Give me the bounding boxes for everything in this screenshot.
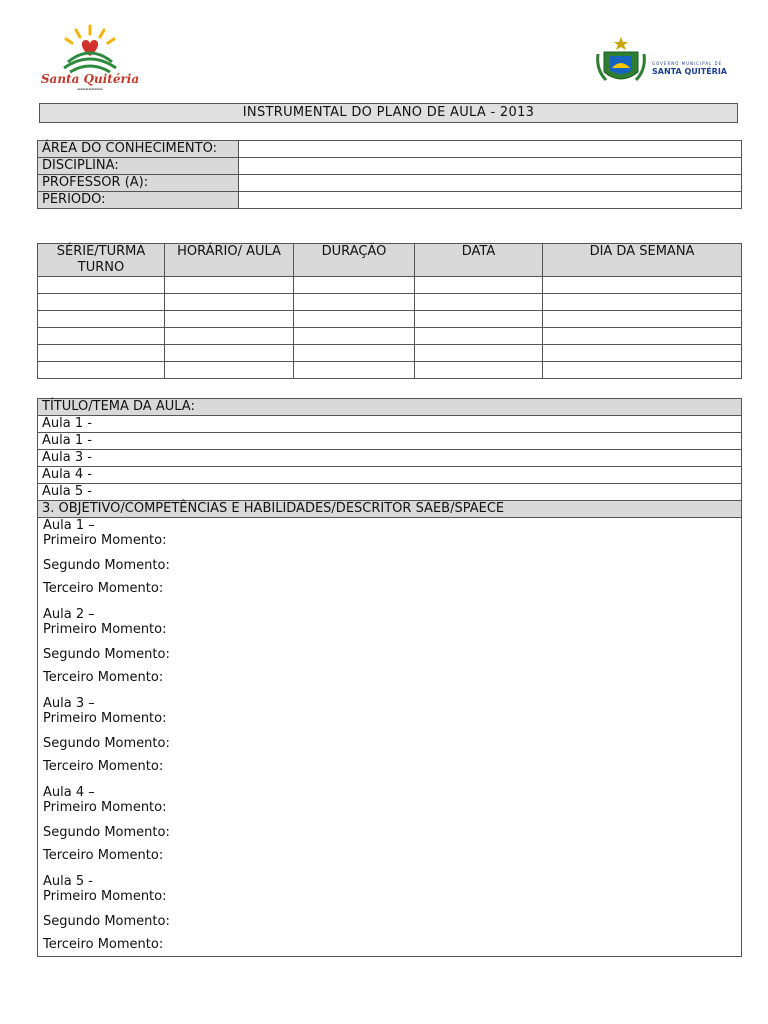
terceiro-momento: Terceiro Momento: (43, 848, 164, 863)
aula-title-row[interactable]: Aula 1 - (38, 416, 742, 433)
cell[interactable] (165, 311, 294, 328)
schedule-table (37, 243, 742, 379)
cell[interactable] (294, 277, 415, 294)
schedule-row (38, 311, 742, 328)
logo-tagline: ▬▬▬▬▬▬▬▬▬ (77, 87, 103, 91)
teacher-info-table (37, 140, 742, 209)
periodo-value-field[interactable] (239, 192, 742, 209)
objetivo-aula-heading: Aula 5 - (43, 874, 93, 889)
professor-label: PROFESSOR (A): (38, 175, 239, 192)
cell[interactable] (415, 328, 543, 345)
objetivo-aula-heading: Aula 3 – (43, 696, 95, 711)
city-label: SANTA QUITÉRIA (652, 67, 727, 76)
objetivo-label: 3. OBJETIVO/COMPETÊNCIAS E HABILIDADES/DESCRITOR SAEB/SPAECE (38, 501, 742, 518)
area-value-field[interactable] (239, 141, 742, 158)
cell[interactable] (543, 345, 742, 362)
col-serie-turma: SÉRIE/TURMA TURNO (38, 244, 165, 277)
primeiro-momento: Primeiro Momento: (43, 800, 167, 815)
coat-of-arms-icon (592, 36, 650, 86)
lesson-plan-table (37, 398, 742, 957)
cell[interactable] (38, 277, 165, 294)
cell[interactable] (543, 311, 742, 328)
cell[interactable] (415, 311, 543, 328)
area-label: ÁREA DO CONHECIMENTO: (38, 141, 239, 158)
cell[interactable] (38, 328, 165, 345)
schedule-header-row (38, 244, 742, 277)
santa-quiteria-logo (40, 22, 140, 94)
cell[interactable] (165, 328, 294, 345)
terceiro-momento: Terceiro Momento: (43, 581, 164, 596)
cell[interactable] (415, 294, 543, 311)
aula-title-row[interactable]: Aula 3 - (38, 450, 742, 467)
cell[interactable] (543, 362, 742, 379)
cell[interactable] (543, 277, 742, 294)
segundo-momento: Segundo Momento: (43, 825, 170, 840)
objetivo-aula-heading: Aula 2 – (43, 607, 95, 622)
sun-heart-emblem-icon (40, 22, 140, 74)
segundo-momento: Segundo Momento: (43, 736, 170, 751)
primeiro-momento: Primeiro Momento: (43, 533, 167, 548)
cell[interactable] (165, 277, 294, 294)
cell[interactable] (294, 328, 415, 345)
professor-row (38, 175, 742, 192)
cell[interactable] (38, 294, 165, 311)
aula-title-row[interactable]: Aula 5 - (38, 484, 742, 501)
periodo-label: PERIODO: (38, 192, 239, 209)
area-row (38, 141, 742, 158)
cell[interactable] (415, 345, 543, 362)
cell[interactable] (294, 362, 415, 379)
cell[interactable] (165, 294, 294, 311)
col-horario-aula: HORÁRIO/ AULA (165, 244, 294, 277)
logo-wordmark: Santa Quitéria (40, 72, 140, 86)
cell[interactable] (543, 328, 742, 345)
cell[interactable] (415, 362, 543, 379)
cell[interactable] (38, 362, 165, 379)
objetivo-body[interactable] (38, 518, 742, 957)
objetivo-aula-heading: Aula 4 – (43, 785, 95, 800)
municipal-coat-of-arms (592, 36, 732, 86)
periodo-row (38, 192, 742, 209)
schedule-row (38, 328, 742, 345)
objetivo-aula-heading: Aula 1 – (43, 518, 95, 533)
segundo-momento: Segundo Momento: (43, 647, 170, 662)
col-data: DATA (415, 244, 543, 277)
cell[interactable] (294, 311, 415, 328)
primeiro-momento: Primeiro Momento: (43, 622, 167, 637)
terceiro-momento: Terceiro Momento: (43, 670, 164, 685)
titulo-tema-label: TÍTULO/TEMA DA AULA: (38, 399, 742, 416)
cell[interactable] (38, 345, 165, 362)
disciplina-row (38, 158, 742, 175)
cell[interactable] (165, 345, 294, 362)
schedule-row (38, 362, 742, 379)
disciplina-label: DISCIPLINA: (38, 158, 239, 175)
schedule-row (38, 277, 742, 294)
primeiro-momento: Primeiro Momento: (43, 711, 167, 726)
aula-title-row[interactable]: Aula 4 - (38, 467, 742, 484)
cell[interactable] (294, 294, 415, 311)
primeiro-momento: Primeiro Momento: (43, 889, 167, 904)
gov-label: GOVERNO MUNICIPAL DE (652, 61, 723, 66)
col-duracao: DURAÇÃO (294, 244, 415, 277)
schedule-row (38, 294, 742, 311)
segundo-momento: Segundo Momento: (43, 914, 170, 929)
document-title: INSTRUMENTAL DO PLANO DE AULA - 2013 (39, 103, 738, 123)
disciplina-value-field[interactable] (239, 158, 742, 175)
segundo-momento: Segundo Momento: (43, 558, 170, 573)
terceiro-momento: Terceiro Momento: (43, 937, 164, 952)
aula-title-row[interactable]: Aula 1 - (38, 433, 742, 450)
cell[interactable] (294, 345, 415, 362)
schedule-row (38, 345, 742, 362)
professor-value-field[interactable] (239, 175, 742, 192)
cell[interactable] (543, 294, 742, 311)
cell[interactable] (165, 362, 294, 379)
col-dia-da-semana: DIA DA SEMANA (543, 244, 742, 277)
terceiro-momento: Terceiro Momento: (43, 759, 164, 774)
cell[interactable] (38, 311, 165, 328)
cell[interactable] (415, 277, 543, 294)
